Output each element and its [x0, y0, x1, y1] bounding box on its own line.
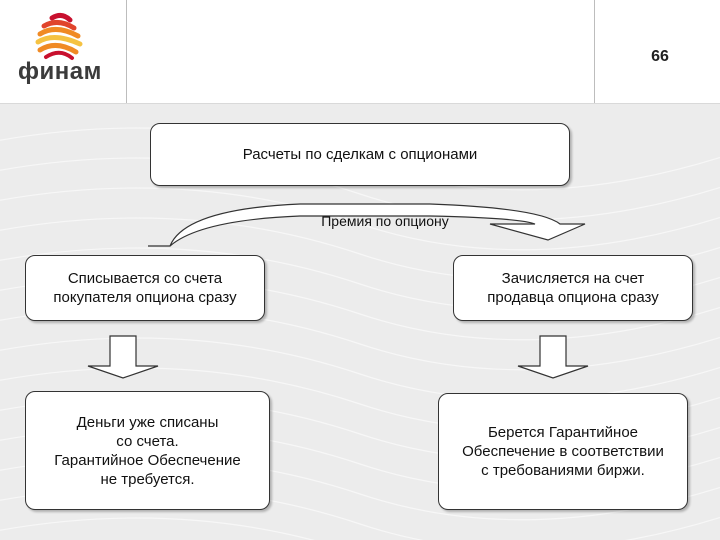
top-box: Расчеты по сделкам с опционами [150, 123, 570, 186]
slide-header [0, 0, 720, 104]
down-arrow-right [518, 336, 588, 378]
page-number: 66 [651, 48, 669, 65]
right-box-1: Зачисляется на счет продавца опциона сразу [453, 255, 693, 321]
header-divider [594, 0, 595, 103]
finam-logo-mark [38, 15, 80, 58]
left-box-1: Списывается со счета покупателя опциона сразу [25, 255, 265, 321]
slide-body [0, 104, 720, 540]
down-arrow-left [88, 336, 158, 378]
premium-label: Премия по опциону [321, 213, 449, 229]
header-divider [126, 0, 127, 103]
left-box-2: Деньги уже списаны со счета. Гарантийное Обеспечение не требуется. [25, 391, 270, 510]
logo-text: финам [18, 58, 102, 85]
right-box-2: Берется Гарантийное Обеспечение в соответствии с требованиями биржи. [438, 393, 688, 510]
